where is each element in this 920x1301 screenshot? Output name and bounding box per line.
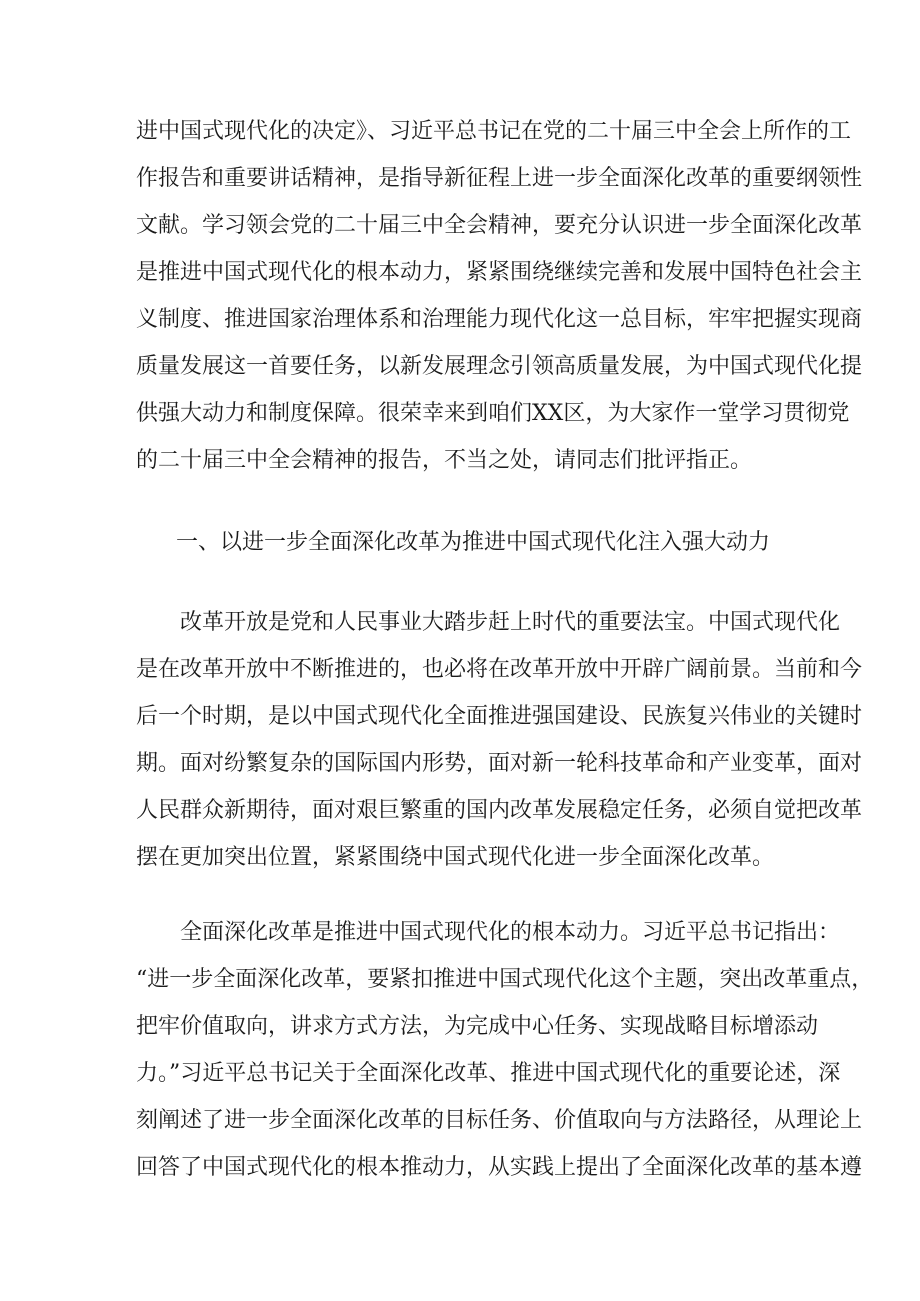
paragraph-3-line-2: “进一步全面深化改革，要紧扣推进中国式现代化这个主题，突出改革重点， [136,967,874,992]
paragraph-3-line-4: 力。”习近平总书记关于全面深化改革、推进中国式现代化的重要论述，深 [136,1061,841,1086]
paragraph-3-line-6: 回答了中国式现代化的根本推动力，从实践上提出了全面深化改革的基本遵 [136,1155,863,1180]
paragraph-2-line-6: 摆在更加突出位置，紧紧围绕中国式现代化进一步全面深化改革。 [136,845,775,870]
paragraph-3-line-1: 全面深化改革是推进中国式现代化的根本动力。习近平总书记指出： [180,920,841,945]
paragraph-2-line-5: 人民群众新期待，面对艰巨繁重的国内改革发展稳定任务，必须自觉把改革 [136,798,863,823]
paragraph-3-line-5: 刻阐述了进一步全面深化改革的目标任务、价值取向与方法路径，从理论上 [136,1108,863,1133]
paragraph-1-line-8: 供强大动力和制度保障。很荣幸来到咱们XX区，为大家作一堂学习贯彻党 [136,401,850,426]
paragraph-1-line-2: 进中国式现代化的决定》、习近平总书记在党的二十届三中全会上所作的工 [136,119,852,144]
paragraph-2-line-2: 是在改革开放中不断推进的，也必将在改革开放中开辟广阔前景。当前和今 [136,657,863,682]
paragraph-1-line-9: 的二十届三中全会精神的报告，不当之处，请同志们批评指正。 [136,448,753,473]
paragraph-3-line-3: 把牢价值取向，讲求方式方法，为完成中心任务、实现战略目标增添动 [136,1014,819,1039]
paragraph-1-line-5: 是推进中国式现代化的根本动力，紧紧围绕继续完善和发展中国特色社会主 [136,260,863,285]
paragraph-1-line-6: 义制度、推进国家治理体系和治理能力现代化这一总目标，牢牢把握实现商 [136,307,863,332]
paragraph-1-line-7: 质量发展这一首要任务，以新发展理念引领高质量发展，为中国式现代化提 [136,354,863,379]
paragraph-1-line-3: 作报告和重要讲话精神，是指导新征程上进一步全面深化改革的重要纲领性 [136,166,863,191]
section-heading: 一、以进一步全面深化改革为推进中国式现代化注入强大动力 [176,530,771,555]
paragraph-2-line-1: 改革开放是党和人民事业大踏步赶上时代的重要法宝。中国式现代化 [180,610,841,635]
paragraph-2-line-3: 后一个时期，是以中国式现代化全面推进强国建设、民族复兴伟业的关键时 [136,704,863,729]
paragraph-1-line-4: 文献。学习领会党的二十届三中全会精神，要充分认识进一步全面深化改革 [136,213,863,238]
paragraph-2-line-4: 期。面对纷繁复杂的国际国内形势，面对新一轮科技革命和产业变革，面对 [136,751,863,776]
